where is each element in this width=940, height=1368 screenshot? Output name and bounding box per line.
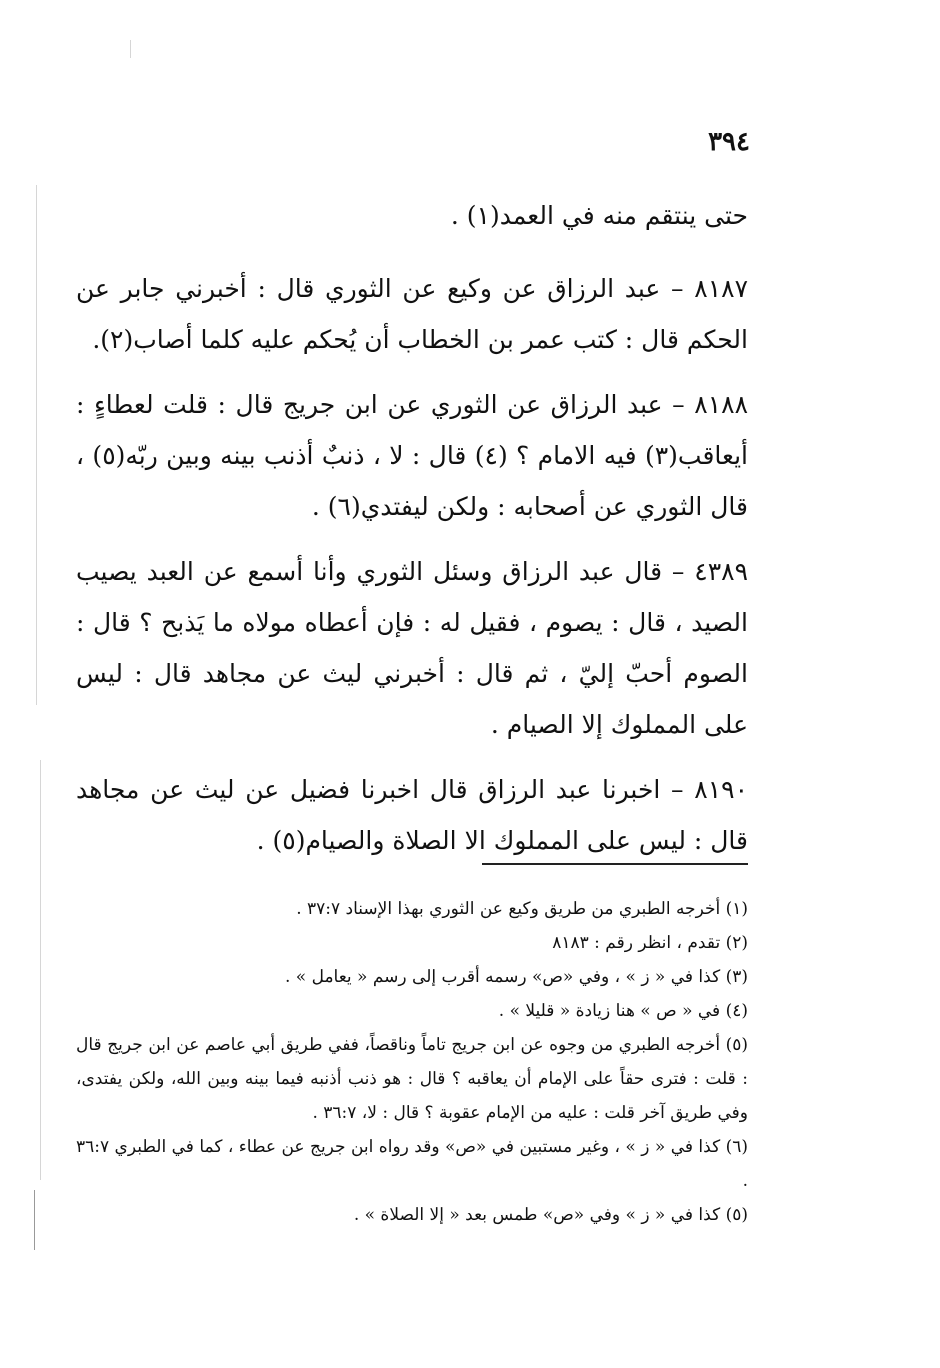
paragraph-8190: ٨١٩٠ – اخبرنا عبد الرزاق قال اخبرنا فضيل عن ليث عن مجاهد قال : ليس على المملوك الا الصلاة والصيام(٥) . bbox=[76, 775, 748, 855]
footnote-3: (٣) كذا في « ز » ، وفي «ص» رسمه أقرب إلى رسم « يعامل » . bbox=[284, 967, 748, 987]
page-number: ٣٩٤ bbox=[708, 127, 750, 157]
footnote-5: (٥) أخرجه الطبري من وجوه عن ابن جريج تاماً وناقصاً، ففي طريق أبي عاصم عن ابن جريج قال : قلت : فترى حقاً على الإمام أن يعاقبه ؟ قال : هو ذنب أذنبه فيما بينه وبين الله، ولكن يفتدى، وفي طريق آخر قلت : عليه من الإمام عقوبة ؟ قال : لا، ٣٦:٧ . bbox=[76, 1035, 748, 1123]
scan-edge-line bbox=[36, 185, 37, 705]
paragraph-continuation: حتى ينتقم منه في العمد(١) . bbox=[450, 201, 748, 230]
scan-edge-line bbox=[40, 760, 41, 1180]
scan-edge-line bbox=[34, 1190, 35, 1250]
footnote-1: (١) أخرجه الطبري من طريق وكيع عن الثوري بهذا الإسناد ٣٧:٧ . bbox=[296, 899, 748, 919]
scan-edge-line bbox=[130, 40, 131, 58]
paragraph-8187: ٨١٨٧ – عبد الرزاق عن وكيع عن الثوري قال : أخبرني جابر عن الحكم قال : كتب عمر بن الخطاب أن يُحكم عليه كلما أصاب(٢). bbox=[76, 274, 748, 354]
paragraph-8188: ٨١٨٨ – عبد الرزاق عن الثوري عن ابن جريج قال : قلت لعطاءٍ : أيعاقب(٣) فيه الامام ؟ (٤) قال : لا ، ذنبٌ أذنب بينه وبين ربّه(٥) ، قال الثوري عن أصحابه : ولكن ليفتدي(٦) . bbox=[76, 390, 748, 521]
footnote-separator bbox=[482, 863, 748, 865]
footnotes bbox=[76, 892, 748, 1232]
paragraph-4389: ٤٣٨٩ – قال عبد الرزاق وسئل الثوري وأنا أسمع عن العبد يصيب الصيد ، قال : يصوم ، فقيل له : فإن أعطاه مولاه ما يَذبح ؟ قال : الصوم أحبّ إليّ ، ثم قال : أخبرني ليث عن مجاهد قال : ليس على المملوك إلا الصيام . bbox=[76, 557, 748, 739]
footnote-5b: (٥) كذا في « ز » وفي «ص» طمس بعد « إلا الصلاة » . bbox=[353, 1205, 748, 1225]
footnote-6: (٦) كذا في « ز » ، وغير مستبين في «ص» وقد رواه ابن جريج عن عطاء ، كما في الطبري ٣٦:٧ . bbox=[76, 1137, 748, 1191]
footnote-4: (٤) في « ص » هنا زيادة « قليلا » . bbox=[498, 1001, 748, 1021]
footnote-2: (٢) تقدم ، انظر رقم : ٨١٨٣ bbox=[552, 933, 748, 953]
main-text bbox=[76, 190, 748, 880]
